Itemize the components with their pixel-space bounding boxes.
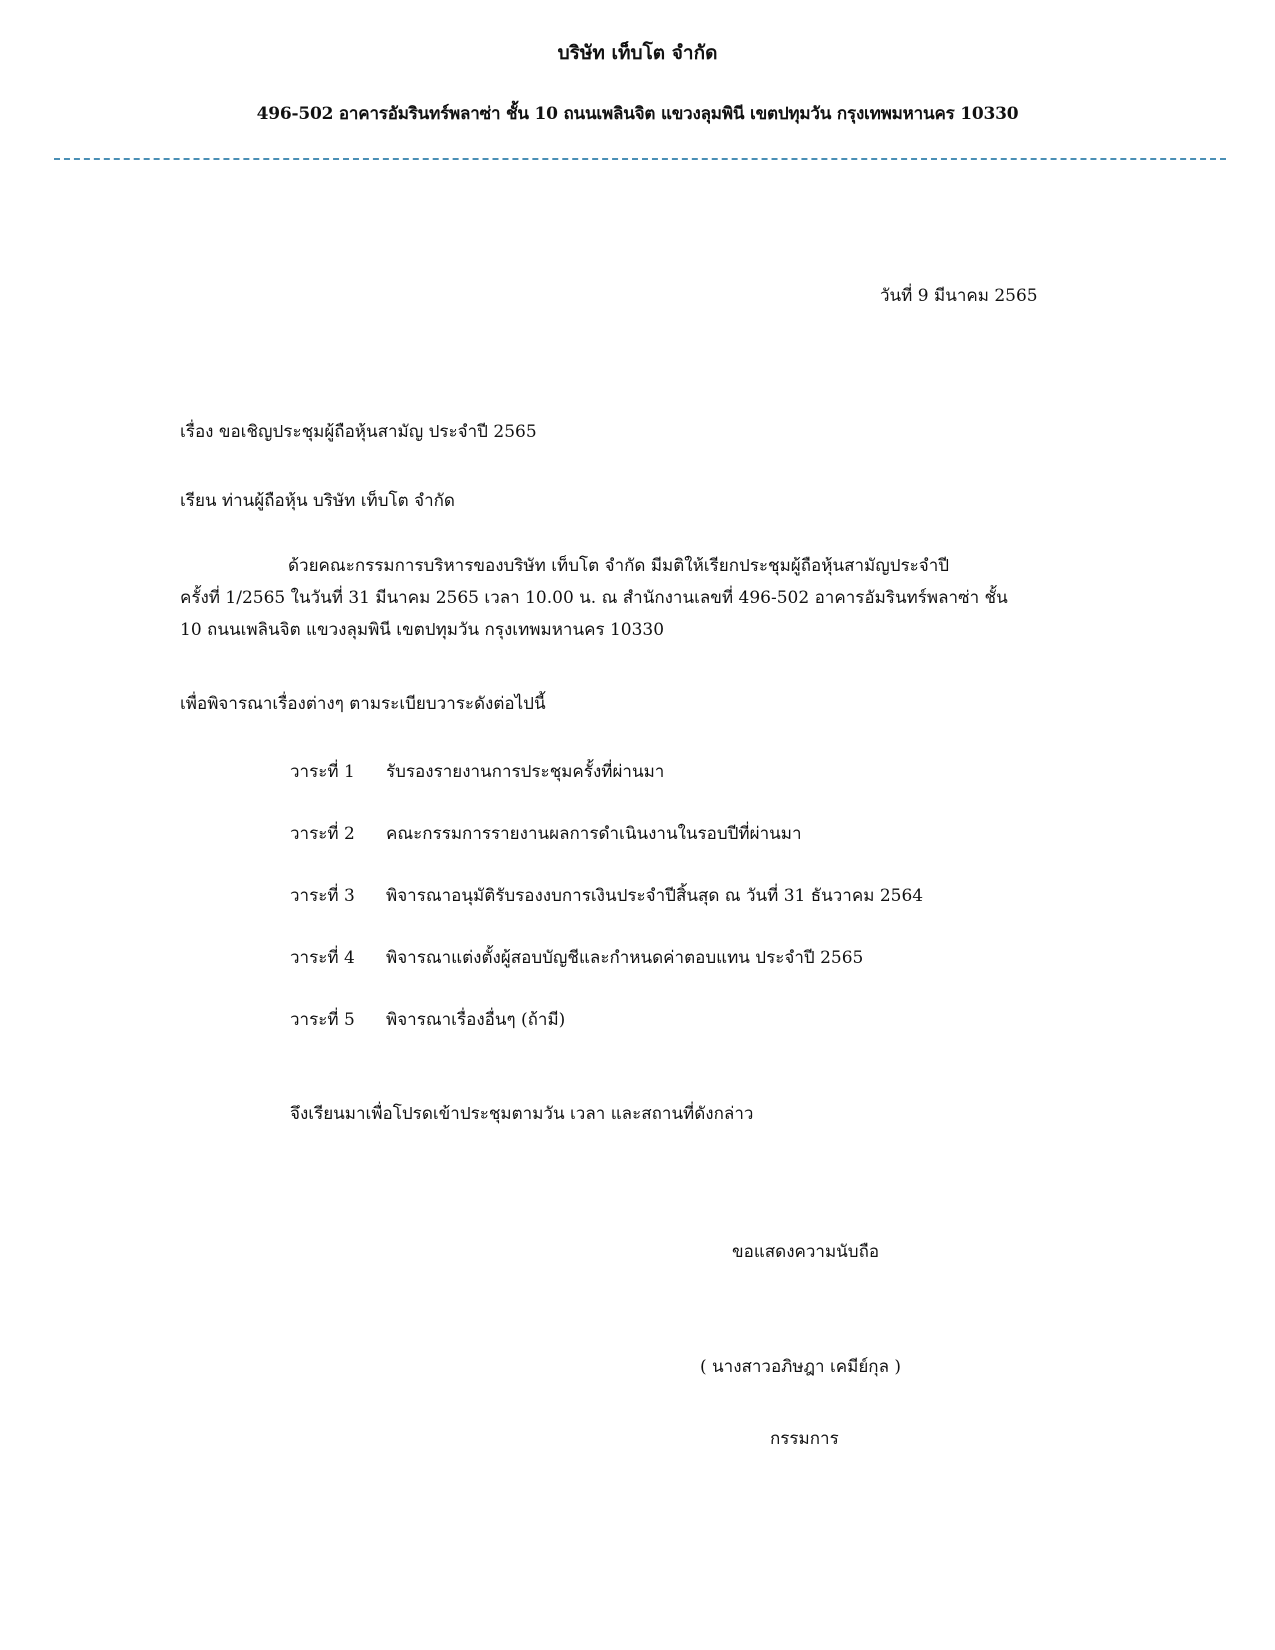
letter-date: วันที่ 9 มีนาคม 2565	[880, 286, 1038, 306]
agenda-intro: เพื่อพิจารณาเรื่องต่างๆ ตามระเบียบวาระดังต่อไปนี้	[180, 694, 546, 714]
signer-name: ( นางสาวอภิษฎา เคมีย์กุล )	[700, 1357, 902, 1377]
letter-subject: เรื่อง ขอเชิญประชุมผู้ถือหุ้นสามัญ ประจำปี 2565	[180, 422, 537, 442]
regards-line: ขอแสดงความนับถือ	[732, 1242, 880, 1262]
body-line: ด้วยคณะกรรมการบริหารของบริษัท เท็บโต จำกัด มีมติให้เรียกประชุมผู้ถือหุ้นสามัญประจำปี	[288, 556, 950, 576]
agenda-item-text: รับรองรายงานการประชุมครั้งที่ผ่านมา	[386, 762, 665, 782]
agenda-item-text: พิจารณาแต่งตั้งผู้สอบบัญชีและกำหนดค่าตอบแทน ประจำปี 2565	[386, 948, 864, 968]
agenda-item-label: วาระที่ 4	[290, 948, 355, 968]
agenda-item-label: วาระที่ 1	[290, 762, 355, 782]
agenda-item	[290, 944, 923, 1006]
agenda-item-text: พิจารณาอนุมัติรับรองงบการเงินประจำปีสิ้นสุด ณ วันที่ 31 ธันวาคม 2564	[386, 886, 924, 906]
header-divider	[54, 158, 1226, 160]
agenda-item-label: วาระที่ 3	[290, 886, 355, 906]
signer-position: กรรมการ	[770, 1429, 839, 1449]
agenda-list	[290, 758, 923, 1068]
agenda-item-text: คณะกรรมการรายงานผลการดำเนินงานในรอบปีที่ผ่านมา	[386, 824, 802, 844]
body-line: 10 ถนนเพลินจิต แขวงลุมพินี เขตปทุมวัน กรุงเทพมหานคร 10330	[180, 620, 665, 640]
closing-sentence: จึงเรียนมาเพื่อโปรดเข้าประชุมตามวัน เวลา และสถานที่ดังกล่าว	[290, 1104, 754, 1124]
body-line: ครั้งที่ 1/2565 ในวันที่ 31 มีนาคม 2565 เวลา 10.00 น. ณ สำนักงานเลขที่ 496-502 อาคารอัมรินทร์พลาซ่า ชั้น	[180, 588, 1008, 608]
company-name: บริษัท เท็บโต จำกัด	[557, 42, 718, 64]
company-address: 496-502 อาคารอัมรินทร์พลาซ่า ชั้น 10 ถนนเพลินจิต แขวงลุมพินี เขตปทุมวัน กรุงเทพมหานคร 10330	[256, 104, 1019, 124]
agenda-item-text: พิจารณาเรื่องอื่นๆ (ถ้ามี)	[386, 1010, 566, 1030]
body-paragraph	[180, 550, 1085, 646]
agenda-item	[290, 820, 923, 882]
agenda-item	[290, 882, 923, 944]
agenda-item	[290, 1006, 923, 1068]
agenda-item-label: วาระที่ 2	[290, 824, 355, 844]
agenda-item	[290, 758, 923, 820]
letter-recipient: เรียน ท่านผู้ถือหุ้น บริษัท เท็บโต จำกัด	[180, 491, 455, 511]
agenda-item-label: วาระที่ 5	[290, 1010, 355, 1030]
